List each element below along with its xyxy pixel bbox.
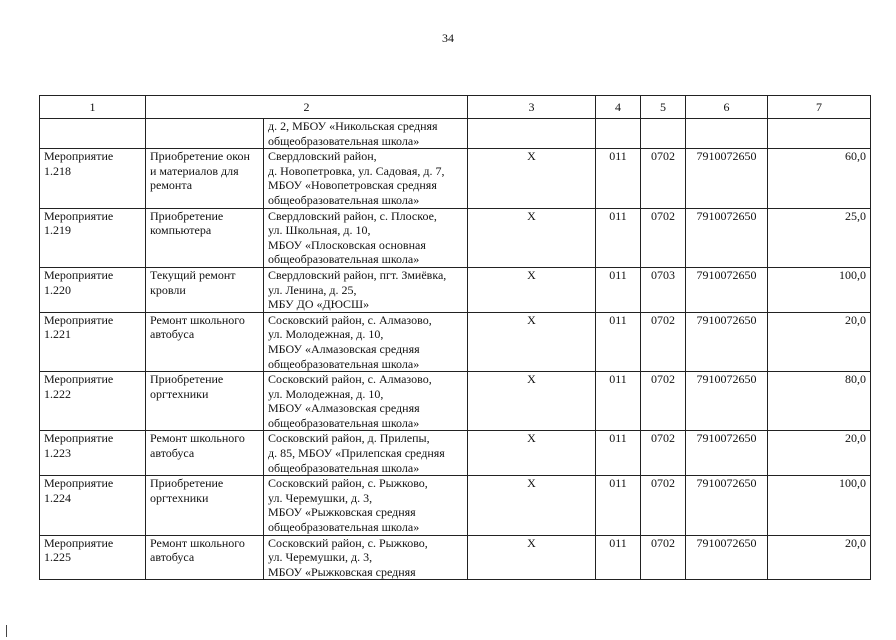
address-cell (264, 312, 468, 371)
description-cell-line: Приобретение (150, 476, 224, 491)
address-cell (264, 208, 468, 267)
address-cell-line: МБОУ «Алмазовская средняя (268, 341, 420, 356)
col4-cell: 011 (596, 535, 641, 580)
event-cell (40, 372, 146, 431)
event-cell-line: Мероприятие (44, 372, 114, 387)
col7-cell: 80,0 (768, 372, 871, 431)
address-cell-line: Сосковский район, с. Алмазово, (268, 312, 432, 327)
col4-cell: 011 (596, 372, 641, 431)
description-cell-line: оргтехники (150, 386, 209, 401)
margin-mark (6, 625, 7, 637)
event-cell-line: Мероприятие (44, 267, 114, 282)
cont-event-cell (40, 119, 146, 149)
description-cell (146, 208, 264, 267)
description-cell (146, 312, 264, 371)
event-cell (40, 431, 146, 476)
description-cell-line: Ремонт школьного (150, 312, 245, 327)
address-cell-line: общеобразовательная школа» (268, 520, 420, 535)
page-number: 34 (442, 31, 454, 45)
address-cell-line: Свердловский район, (268, 149, 377, 164)
address-cell-line: д. 85, МБОУ «Прилепская средняя (268, 446, 445, 461)
address-cell (264, 476, 468, 535)
event-cell (40, 476, 146, 535)
event-cell (40, 149, 146, 208)
description-cell-line: Приобретение (150, 372, 224, 387)
event-cell-line: 1.225 (44, 550, 71, 565)
description-cell (146, 149, 264, 208)
description-cell-line: автобуса (150, 327, 195, 342)
address-cell-line: МБОУ «Рыжковская средняя (268, 564, 416, 579)
description-cell (146, 431, 264, 476)
header-col-6: 6 (686, 96, 768, 119)
table-row (40, 372, 871, 431)
cont-address-line: д. 2, МБОУ «Никольская средняя (268, 119, 438, 133)
col4-cell: 011 (596, 149, 641, 208)
event-cell-line: 1.218 (44, 163, 71, 178)
header-row (40, 96, 871, 119)
address-cell-line: ул. Школьная, д. 10, (268, 223, 371, 238)
col7-cell: 20,0 (768, 431, 871, 476)
event-cell-line: Мероприятие (44, 476, 114, 491)
event-cell (40, 535, 146, 580)
col3-cell: Х (468, 149, 596, 208)
address-cell (264, 431, 468, 476)
col3-cell: Х (468, 208, 596, 267)
event-cell (40, 208, 146, 267)
event-cell-line: 1.219 (44, 223, 71, 238)
col5-cell: 0702 (641, 372, 686, 431)
header-col-3: 3 (468, 96, 596, 119)
col5-cell: 0702 (641, 208, 686, 267)
event-cell-line: Мероприятие (44, 208, 114, 223)
event-cell-line: 1.221 (44, 327, 71, 342)
address-cell-line: ул. Черемушки, д. 3, (268, 550, 373, 565)
col4-cell: 011 (596, 312, 641, 371)
header-col-5: 5 (641, 96, 686, 119)
address-cell-line: общеобразовательная школа» (268, 415, 420, 430)
address-cell-line: МБОУ «Плосковская основная (268, 237, 426, 252)
address-cell-line: Свердловский район, пгт. Змиёвка, (268, 267, 447, 282)
address-cell-line: Сосковский район, с. Рыжково, (268, 476, 428, 491)
col7-cell: 60,0 (768, 149, 871, 208)
col5-cell: 0702 (641, 149, 686, 208)
description-cell-line: компьютера (150, 223, 212, 238)
col3-cell: Х (468, 535, 596, 580)
header-col-2: 2 (146, 96, 468, 119)
description-cell-line: автобуса (150, 550, 195, 565)
description-cell-line: автобуса (150, 446, 195, 461)
col5-cell: 0703 (641, 267, 686, 312)
address-cell (264, 535, 468, 580)
col5-cell: 0702 (641, 312, 686, 371)
col6-cell: 7910072650 (686, 535, 768, 580)
event-cell-line: 1.224 (44, 490, 71, 505)
col7-cell: 20,0 (768, 535, 871, 580)
description-cell-line: Текущий ремонт (150, 267, 236, 282)
header-col-1: 1 (40, 96, 146, 119)
description-cell-line: Ремонт школьного (150, 535, 245, 550)
col6-cell: 7910072650 (686, 372, 768, 431)
table-row (40, 267, 871, 312)
col5-cell: 0702 (641, 431, 686, 476)
cont-col7-cell (768, 119, 871, 149)
event-cell-line: Мероприятие (44, 312, 114, 327)
address-cell-line: Сосковский район, с. Алмазово, (268, 372, 432, 387)
address-cell-line: МБУ ДО «ДЮСШ» (268, 297, 370, 312)
event-cell-line: 1.223 (44, 446, 71, 461)
description-cell-line: оргтехники (150, 490, 209, 505)
address-cell-line: ул. Ленина, д. 25, (268, 282, 357, 297)
col6-cell: 7910072650 (686, 267, 768, 312)
table-body (40, 119, 871, 580)
budget-table (39, 95, 871, 580)
col6-cell: 7910072650 (686, 431, 768, 476)
description-cell-line: Приобретение окон (150, 149, 250, 164)
cont-col3-cell (468, 119, 596, 149)
col7-cell: 25,0 (768, 208, 871, 267)
table-row (40, 312, 871, 371)
event-cell (40, 312, 146, 371)
table-row (40, 149, 871, 208)
col5-cell: 0702 (641, 535, 686, 580)
description-cell (146, 535, 264, 580)
col3-cell: Х (468, 476, 596, 535)
address-cell-line: общеобразовательная школа» (268, 252, 420, 267)
description-cell (146, 372, 264, 431)
col4-cell: 011 (596, 208, 641, 267)
event-cell-line: Мероприятие (44, 149, 114, 164)
description-cell (146, 267, 264, 312)
continuation-row (40, 119, 871, 149)
address-cell-line: Сосковский район, д. Прилепы, (268, 431, 430, 446)
address-cell-line: Сосковский район, с. Рыжково, (268, 535, 428, 550)
col3-cell: Х (468, 267, 596, 312)
col6-cell: 7910072650 (686, 208, 768, 267)
col7-cell: 20,0 (768, 312, 871, 371)
col6-cell: 7910072650 (686, 149, 768, 208)
description-cell-line: Ремонт школьного (150, 431, 245, 446)
table-row (40, 535, 871, 580)
cont-col6-cell (686, 119, 768, 149)
address-cell (264, 372, 468, 431)
description-cell-line: Приобретение (150, 208, 224, 223)
cont-desc-cell (146, 119, 264, 149)
address-cell-line: Свердловский район, с. Плоское, (268, 208, 437, 223)
cont-address-line: общеобразовательная школа» (268, 133, 420, 148)
table-row (40, 476, 871, 535)
col3-cell: Х (468, 431, 596, 476)
col7-cell: 100,0 (768, 267, 871, 312)
address-cell-line: МБОУ «Новопетровская средняя (268, 178, 437, 193)
cont-col5-cell (641, 119, 686, 149)
col7-cell: 100,0 (768, 476, 871, 535)
header-col-4: 4 (596, 96, 641, 119)
description-cell (146, 476, 264, 535)
col3-cell: Х (468, 372, 596, 431)
col5-cell: 0702 (641, 476, 686, 535)
description-cell-line: кровли (150, 282, 186, 297)
address-cell-line: общеобразовательная школа» (268, 192, 420, 207)
event-cell-line: 1.222 (44, 386, 71, 401)
address-cell (264, 149, 468, 208)
header-col-7: 7 (768, 96, 871, 119)
address-cell-line: д. Новопетровка, ул. Садовая, д. 7, (268, 163, 445, 178)
table-row (40, 431, 871, 476)
col4-cell: 011 (596, 267, 641, 312)
description-cell-line: ремонта (150, 178, 193, 193)
address-cell-line: ул. Черемушки, д. 3, (268, 490, 373, 505)
address-cell-line: общеобразовательная школа» (268, 356, 420, 371)
event-cell (40, 267, 146, 312)
col6-cell: 7910072650 (686, 312, 768, 371)
cont-address-cell (264, 119, 468, 149)
address-cell-line: ул. Молодежная, д. 10, (268, 327, 384, 342)
col3-cell: Х (468, 312, 596, 371)
address-cell-line: общеобразовательная школа» (268, 460, 420, 475)
table-row (40, 208, 871, 267)
event-cell-line: 1.220 (44, 282, 71, 297)
address-cell-line: МБОУ «Рыжковская средняя (268, 505, 416, 520)
address-cell (264, 267, 468, 312)
col6-cell: 7910072650 (686, 476, 768, 535)
col4-cell: 011 (596, 476, 641, 535)
event-cell-line: Мероприятие (44, 535, 114, 550)
col4-cell: 011 (596, 431, 641, 476)
description-cell-line: и материалов для (150, 163, 239, 178)
address-cell-line: МБОУ «Алмазовская средняя (268, 401, 420, 416)
event-cell-line: Мероприятие (44, 431, 114, 446)
address-cell-line: ул. Молодежная, д. 10, (268, 386, 384, 401)
cont-col4-cell (596, 119, 641, 149)
